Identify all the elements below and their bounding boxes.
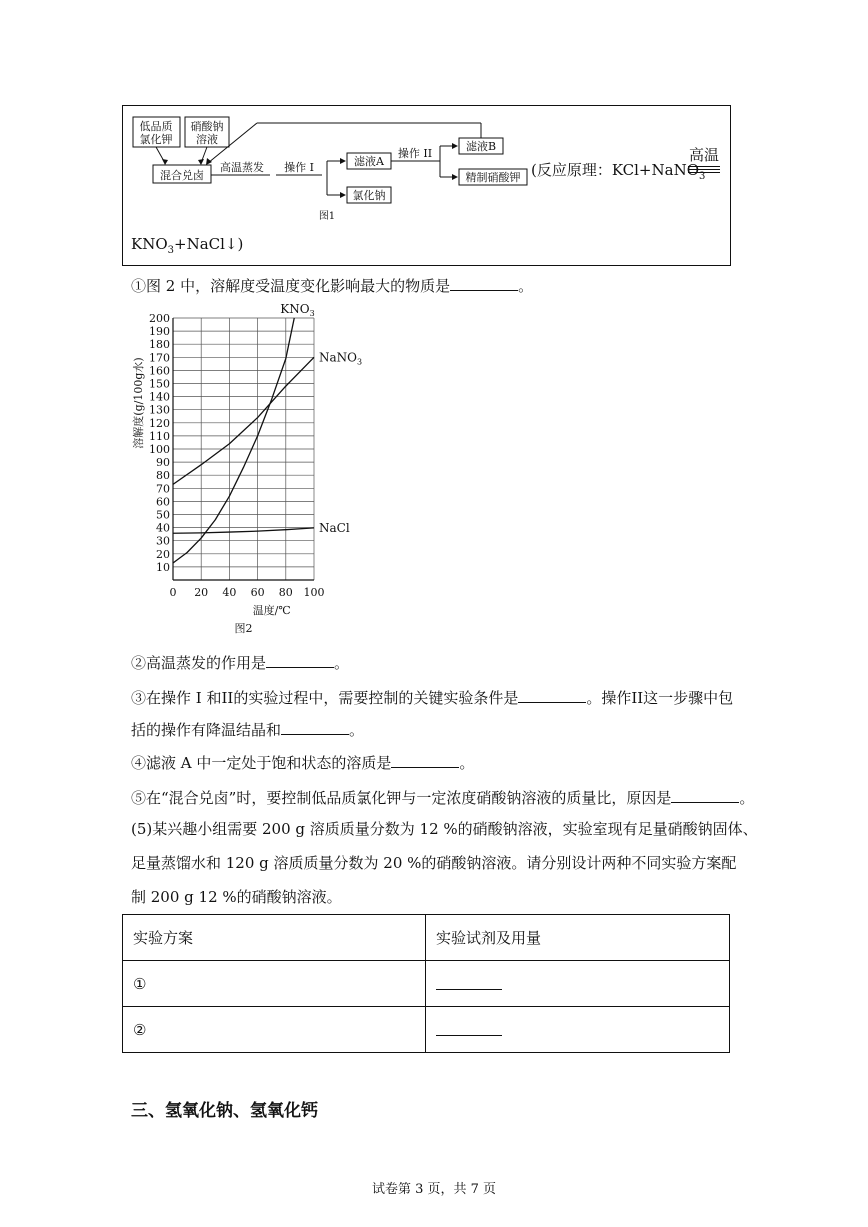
question-2-end: 。 (334, 654, 350, 672)
box2-line2: 溶液 (196, 133, 218, 146)
question-1-end: 。 (518, 277, 534, 295)
answer-blank-4[interactable] (391, 751, 459, 768)
table-row-1-label: ① (123, 961, 426, 1007)
filtrate-a-label: 滤液A (354, 155, 384, 168)
question-3-line2 (131, 718, 364, 740)
question-5-end: 。 (739, 789, 755, 807)
answer-blank-1[interactable] (450, 274, 518, 291)
evap-label: 高温蒸发 (220, 161, 264, 174)
question-1 (131, 274, 533, 296)
y-tick-label: 160 (149, 364, 170, 378)
y-tick-label: 200 (149, 312, 170, 325)
question-5 (131, 786, 754, 808)
y-axis-label: 溶解度(g/100g水) (132, 357, 145, 449)
series-line-nano3 (173, 357, 314, 484)
op2-label: 操作 II (397, 147, 433, 160)
y-tick-label: 40 (156, 521, 170, 535)
table-row (123, 1007, 730, 1053)
x-axis-label: 温度/℃ (252, 604, 291, 617)
y-tick-label: 50 (156, 508, 170, 522)
question-3-end: 。 (349, 721, 365, 739)
y-tick-label: 150 (149, 377, 170, 391)
y-tick-label: 80 (156, 469, 170, 483)
box-mix-label: 混合兑卤 (160, 169, 204, 182)
reaction-prefix: (反应原理：KCl+NaNO (531, 161, 699, 179)
reaction-principle: (反应原理：KCl+NaNO$_3$ (531, 161, 706, 182)
reaction-condition (688, 144, 720, 173)
question-1-text: ①图 2 中，溶解度受温度变化影响最大的物质是 (131, 277, 451, 295)
question-4-end: 。 (459, 754, 475, 772)
y-tick-label: 10 (156, 560, 170, 574)
solubility-chart (128, 300, 378, 640)
op1-label: 操作 I (284, 161, 314, 174)
answer-blank-3a[interactable] (518, 686, 586, 703)
x-tick-label: 20 (194, 586, 209, 599)
answer-blank-3b[interactable] (281, 718, 349, 735)
table-row-2-answer[interactable] (426, 1007, 730, 1053)
series-label-kno3: $KNO_3$ (280, 302, 315, 318)
experiment-table (122, 914, 730, 1053)
part5-line1: (5)某兴趣小组需要 200 g 溶质质量分数为 12 %的硝酸钠溶液，实验室现有足量硝酸钠固体、 (131, 820, 758, 838)
reaction-line2-a: KNO (131, 235, 168, 253)
box2-line1: 硝酸钠 (190, 120, 224, 133)
y-tick-label: 60 (156, 495, 170, 509)
x-tick-label: 80 (278, 586, 293, 599)
question-4 (131, 751, 474, 773)
refined-label: 精制硝酸钾 (465, 171, 521, 184)
answer-blank-2[interactable] (266, 651, 334, 668)
answer-blank-table-1[interactable] (436, 973, 502, 990)
x-tick-label: 0 (169, 586, 177, 599)
question-4-text: ④滤液 A 中一定处于饱和状态的溶质是 (131, 754, 392, 772)
x-tick-label: 100 (303, 586, 325, 599)
y-tick-label: 190 (149, 325, 170, 339)
y-tick-label: 20 (156, 547, 170, 561)
table-row-2-label: ② (123, 1007, 426, 1053)
table-header-plan: 实验方案 (123, 915, 426, 961)
question-3-text: ③在操作 I 和II的实验过程中，需要控制的关键实验条件是 (131, 689, 519, 707)
question-5-text: ⑤在“混合兑卤”时，要控制低品质氯化钾与一定浓度硝酸钠溶液的质量比，原因是 (131, 789, 672, 807)
question-3-mid: 。操作II这一步骤中包 (586, 689, 734, 707)
question-2 (131, 651, 349, 673)
table-row-1-answer[interactable] (426, 961, 730, 1007)
reaction-condition-text: 高温 (688, 146, 719, 164)
y-tick-label: 90 (156, 456, 170, 470)
answer-blank-5[interactable] (671, 786, 739, 803)
chart-caption: 图2 (234, 622, 253, 635)
y-tick-label: 110 (149, 429, 170, 443)
box1-line1: 低品质 (139, 120, 173, 133)
section-title: 三、氢氧化钠、氢氧化钙 (131, 1101, 318, 1121)
part5-line2: 足量蒸馏水和 120 g 溶质质量分数为 20 %的硝酸钠溶液。请分别设计两种不同实验方案配 (131, 854, 737, 872)
page-footer: 试卷第 3 页，共 7 页 (371, 1182, 497, 1197)
table-header-reagents: 实验试剂及用量 (426, 915, 730, 961)
table-header-row (123, 915, 730, 961)
y-tick-label: 100 (149, 443, 170, 456)
y-tick-label: 170 (149, 351, 170, 365)
series-label-nacl: NaCl (319, 520, 350, 535)
question-3-line2-text: 括的操作有降温结晶和 (131, 721, 282, 739)
part5-line3: 制 200 g 12 %的硝酸钠溶液。 (131, 888, 342, 906)
y-tick-label: 180 (149, 338, 170, 352)
x-tick-label: 60 (250, 586, 265, 599)
answer-blank-table-2[interactable] (436, 1019, 502, 1036)
y-tick-label: 140 (149, 390, 170, 404)
y-tick-label: 70 (156, 482, 170, 496)
question-2-text: ②高温蒸发的作用是 (131, 654, 267, 672)
box1-line2: 氯化钾 (139, 133, 173, 146)
series-label-nano3: NaNO$_3$ (319, 350, 363, 367)
question-3-line1 (131, 686, 733, 708)
y-tick-label: 120 (149, 416, 170, 430)
reaction-line2-b: +NaCl↓) (174, 235, 244, 253)
reaction-line2: $KNO_3+NaCl↓$) (131, 235, 244, 256)
fig1-caption: 图1 (318, 211, 336, 222)
series-line-nacl (173, 528, 314, 533)
y-tick-label: 130 (149, 403, 170, 417)
nacl-out-label: 氯化钠 (352, 189, 386, 202)
y-tick-label: 30 (156, 534, 170, 548)
table-row (123, 961, 730, 1007)
x-tick-label: 40 (222, 586, 237, 599)
filtrate-b-label: 滤液B (465, 140, 497, 153)
